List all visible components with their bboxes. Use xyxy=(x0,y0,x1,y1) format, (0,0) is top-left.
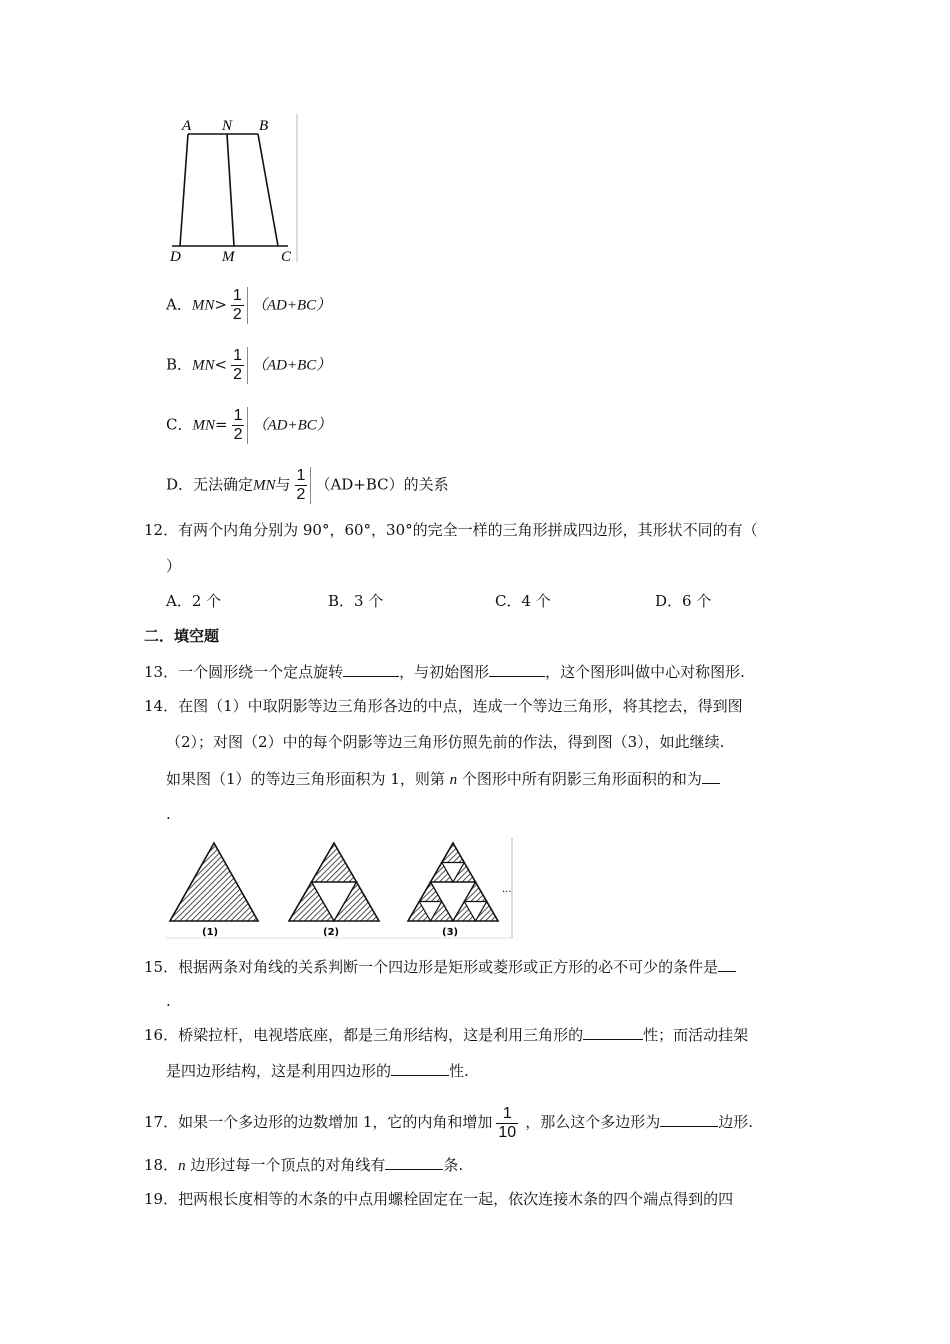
option-suffix: （AD+BC） xyxy=(252,417,332,434)
q14-line1: 14．在图（1）中取阴影等边三角形各边的中点，连成一个等边三角形，将其挖去，得到图 xyxy=(144,697,743,715)
label-n: N xyxy=(222,118,233,134)
option-prefix: B． xyxy=(166,355,193,374)
option-op: 与 xyxy=(275,475,291,494)
option-var: MN xyxy=(191,297,215,314)
fraction-den: 2 xyxy=(296,486,306,503)
option-prefix: D．无法确定 xyxy=(166,475,254,494)
label-m: M xyxy=(222,249,235,265)
fraction-num: 1 xyxy=(233,347,243,364)
label-b: B xyxy=(259,118,269,134)
option-var: MN xyxy=(192,357,215,374)
fraction-den: 10 xyxy=(498,1123,517,1141)
fig-label-3: (3) xyxy=(442,927,459,938)
q19-line1: 19．把两根长度相等的木条的中点用螺栓固定在一起，依次连接木条的四个端点得到的四 xyxy=(144,1190,734,1208)
q17-part2: ，那么这个多边形为 xyxy=(525,1113,661,1131)
fraction-den: 2 xyxy=(232,306,242,323)
option-op: > xyxy=(214,295,227,314)
fig-label-2: (2) xyxy=(323,927,340,938)
q16-line1b: 性；而活动挂架 xyxy=(643,1026,749,1044)
q16-line1a: 16．桥梁拉杆，电视塔底座，都是三角形结构，这是利用三角形的 xyxy=(144,1026,584,1044)
q11-option-a xyxy=(166,287,331,324)
answer-blank[interactable] xyxy=(391,1059,449,1076)
option-suffix: （AD+BC）的关系 xyxy=(315,475,449,494)
fraction xyxy=(231,347,248,384)
answer-blank[interactable] xyxy=(583,1023,643,1040)
fraction-den: 2 xyxy=(233,366,243,383)
answer-blank[interactable] xyxy=(660,1110,718,1127)
q12-option-d: D．6 个 xyxy=(655,592,712,610)
option-suffix: （AD+BC） xyxy=(251,297,332,314)
q17-part3: 边形. xyxy=(718,1113,753,1131)
ellipsis: ... xyxy=(502,884,512,895)
side-bc xyxy=(258,134,278,246)
q14-var: n xyxy=(449,772,458,788)
section-title: 二．填空题 xyxy=(144,627,220,645)
fraction-num: 1 xyxy=(233,407,243,424)
fraction-num: 1 xyxy=(296,467,306,484)
answer-blank[interactable] xyxy=(489,660,545,677)
q11-option-d xyxy=(166,467,449,504)
fraction xyxy=(295,467,312,504)
answer-blank[interactable] xyxy=(343,660,399,677)
q14-line2: （2）；对图（2）中的每个阴影等边三角形仿照先前的作法，得到图（3），如此继续. xyxy=(166,733,725,751)
label-d: D xyxy=(170,249,181,265)
q12-option-a: A．2 个 xyxy=(166,592,222,610)
q18 xyxy=(144,1153,463,1177)
segment-mn xyxy=(227,134,234,246)
q13-part1: 13．一个圆形绕一个定点旋转 xyxy=(144,663,344,681)
q13-part2: ，与初始图形 xyxy=(399,663,490,681)
q16-line2a: 是四边形结构，这是利用四边形的 xyxy=(166,1062,392,1080)
q12-option-b: B．3 个 xyxy=(328,592,384,610)
q14-line4: . xyxy=(166,805,171,823)
q15-line1 xyxy=(144,955,736,978)
q17-part1: 17．如果一个多边形的边数增加 1，它的内角和增加 xyxy=(144,1113,493,1131)
q18-prefix: 18． xyxy=(144,1156,179,1174)
q12-line2: ） xyxy=(166,557,182,575)
answer-blank[interactable] xyxy=(718,955,736,972)
trapezoid-figure xyxy=(160,112,305,267)
option-prefix: C． xyxy=(166,415,193,434)
q15-line2: . xyxy=(166,992,171,1010)
option-op: < xyxy=(214,355,228,374)
q14-line3 xyxy=(166,767,720,791)
label-a: A xyxy=(182,118,192,134)
fraction-num: 1 xyxy=(232,287,242,304)
side-ad xyxy=(180,134,188,246)
q13 xyxy=(144,660,745,683)
option-op: = xyxy=(214,415,228,434)
option-var: MN xyxy=(192,417,215,434)
q18-part2: 条. xyxy=(443,1156,464,1174)
answer-blank[interactable] xyxy=(385,1153,443,1170)
answer-blank[interactable] xyxy=(702,767,720,784)
q18-part1: 边形过每一个顶点的对角线有 xyxy=(190,1156,386,1174)
q11-option-c xyxy=(166,407,332,444)
fraction-num: 1 xyxy=(496,1105,518,1124)
sierpinski-figure xyxy=(166,838,516,940)
q15-text: 15．根据两条对角线的关系判断一个四边形是矩形或菱形或正方形的必不可少的条件是 xyxy=(144,958,719,976)
option-prefix: A． xyxy=(166,295,192,314)
label-c: C xyxy=(281,249,292,265)
q12-option-c: C．4 个 xyxy=(495,592,551,610)
q14-line3b: 个图形中所有阴影三角形面积的和为 xyxy=(461,770,702,788)
q13-part3: ，这个图形叫做中心对称图形. xyxy=(545,663,745,681)
q14-line3a: 如果图（1）的等边三角形面积为 1，则第 xyxy=(166,770,445,788)
q16-line1 xyxy=(144,1023,748,1046)
q12-line1: 12．有两个内角分别为 90°，60°，30°的完全一样的三角形拼成四边形，其形状不同的有（ xyxy=(144,521,758,539)
fraction-den: 2 xyxy=(233,426,243,443)
q17 xyxy=(144,1102,753,1142)
fig-label-1: (1) xyxy=(202,927,219,938)
q16-line2 xyxy=(166,1059,469,1082)
q16-line2b: 性. xyxy=(449,1062,469,1080)
fraction xyxy=(232,407,249,444)
option-var: MN xyxy=(253,477,276,494)
fraction xyxy=(231,287,248,324)
q11-option-b xyxy=(166,347,331,384)
option-suffix: （AD+BC） xyxy=(252,357,332,374)
triangle-fig1 xyxy=(170,843,258,921)
fraction xyxy=(496,1105,521,1142)
q18-var: n xyxy=(178,1158,186,1174)
